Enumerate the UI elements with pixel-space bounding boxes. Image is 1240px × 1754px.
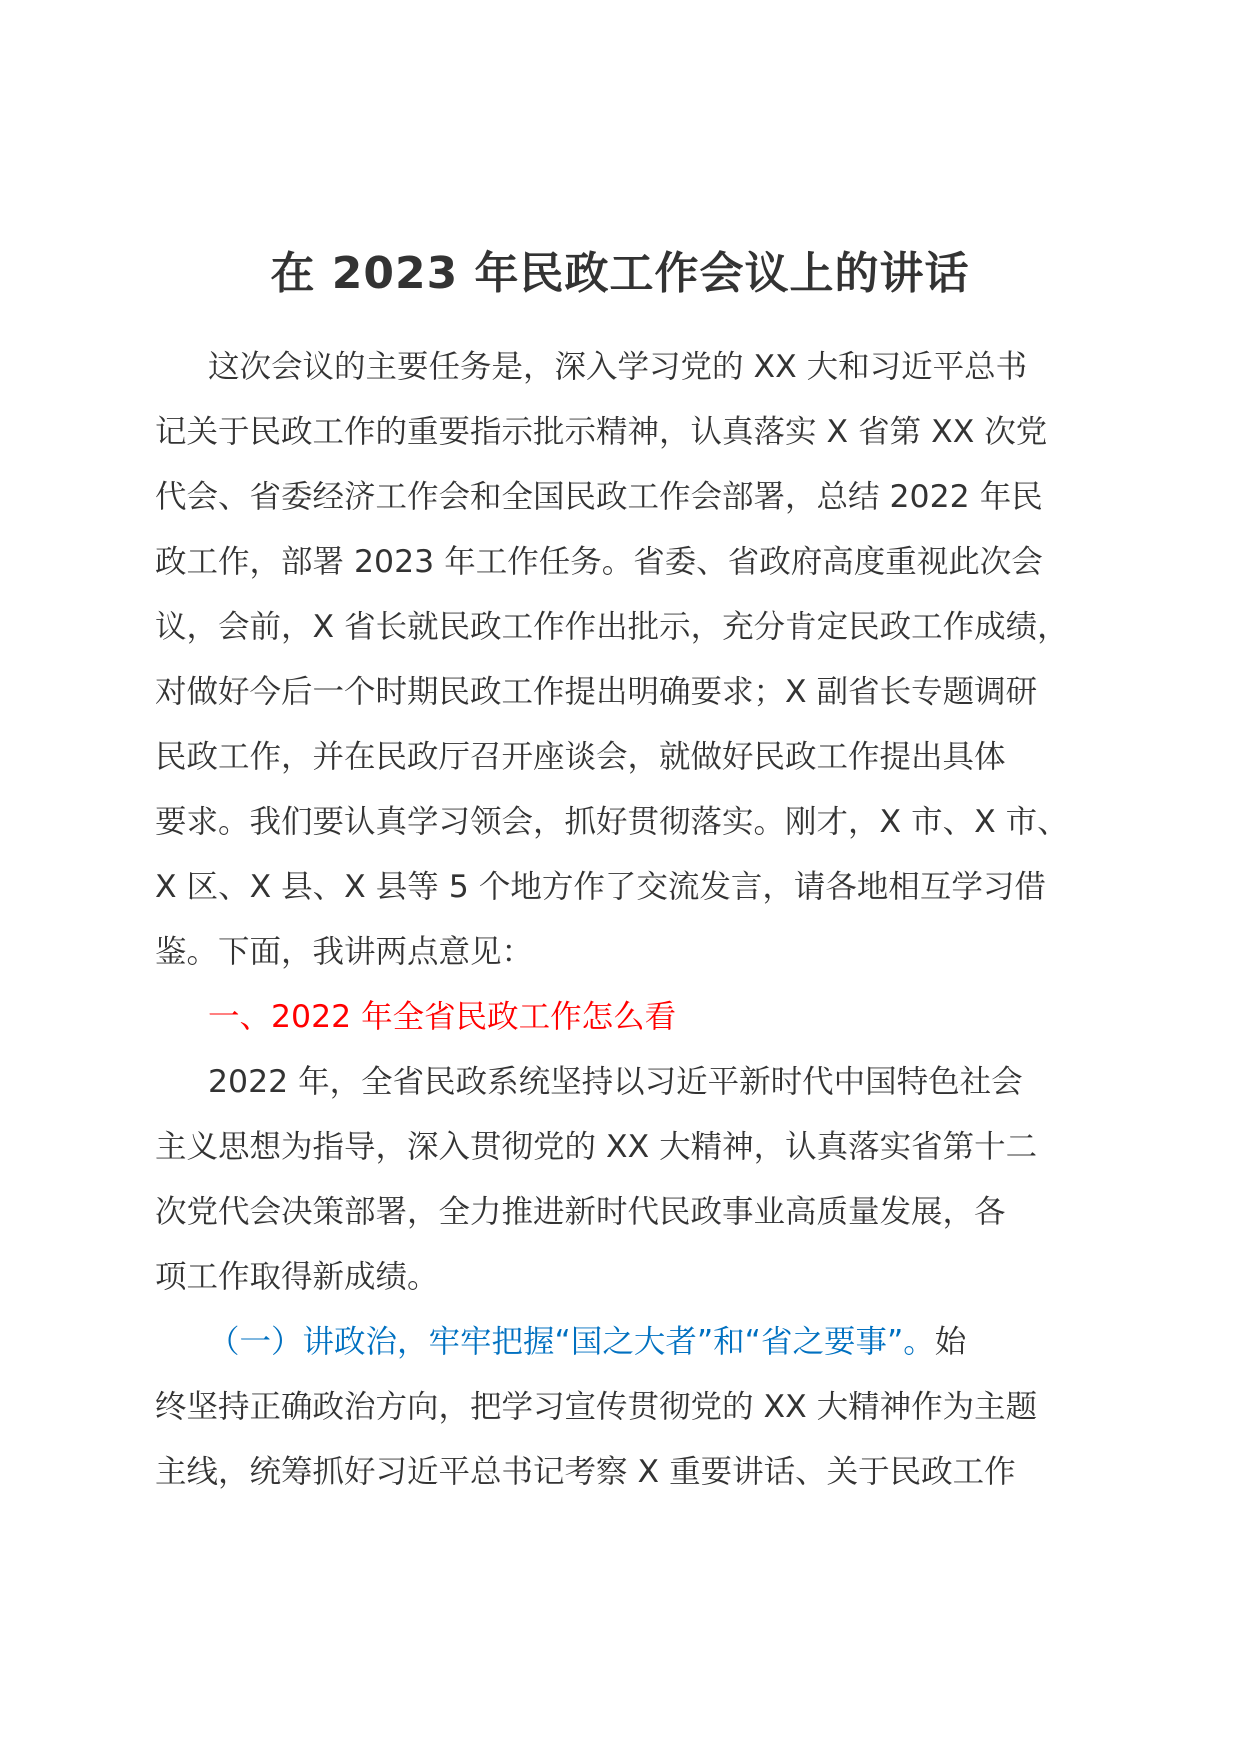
- paragraph-text: 始: [934, 1324, 967, 1360]
- paragraph-line: X 区、X 县、X 县等 5 个地方作了交流发言，请各地相互学习借: [155, 869, 1046, 905]
- paragraph-line: 记关于民政工作的重要指示批示精神，认真落实 X 省第 XX 次党: [155, 414, 1048, 450]
- paragraph-line: 次党代会决策部署，全力推进新时代民政事业高质量发展，各: [155, 1194, 1006, 1230]
- paragraph-line: 主线，统筹抓好习近平总书记考察 X 重要讲话、关于民政工作: [155, 1454, 1016, 1490]
- paragraph-line: [155, 1310, 1105, 1375]
- paragraph-line: 2022 年，全省民政系统坚持以习近平新时代中国特色社会: [208, 1064, 1023, 1100]
- document-body: [155, 335, 1105, 1505]
- paragraph-line: 民政工作，并在民政厅召开座谈会，就做好民政工作提出具体: [155, 739, 1006, 775]
- paragraph-line: 政工作，部署 2023 年工作任务。省委、省政府高度重视此次会: [155, 544, 1043, 580]
- paragraph-line: 议，会前，X 省长就民政工作作出批示，充分肯定民政工作成绩，: [155, 609, 1069, 645]
- section-heading: 一、2022 年全省民政工作怎么看: [208, 999, 677, 1035]
- paragraph-line: 项工作取得新成绩。: [155, 1259, 439, 1295]
- paragraph-line: 这次会议的主要任务是，深入学习党的 XX 大和习近平总书: [208, 349, 1028, 385]
- paragraph-line: 鉴。下面，我讲两点意见：: [155, 934, 534, 970]
- paragraph-line: 主义思想为指导，深入贯彻党的 XX 大精神，认真落实省第十二: [155, 1129, 1038, 1165]
- paragraph-line: 代会、省委经济工作会和全国民政工作会部署，总结 2022 年民: [155, 479, 1043, 515]
- document-title: 在 2023 年民政工作会议上的讲话: [270, 248, 970, 299]
- subsection-heading: （一）讲政治，牢牢把握“国之大者”和“省之要事”。: [208, 1324, 935, 1360]
- paragraph-line: 要求。我们要认真学习领会，抓好贯彻落实。刚才，X 市、X 市、: [155, 804, 1069, 840]
- paragraph-line: 对做好今后一个时期民政工作提出明确要求；X 副省长专题调研: [155, 674, 1038, 710]
- paragraph-line: 终坚持正确政治方向，把学习宣传贯彻党的 XX 大精神作为主题: [155, 1389, 1038, 1425]
